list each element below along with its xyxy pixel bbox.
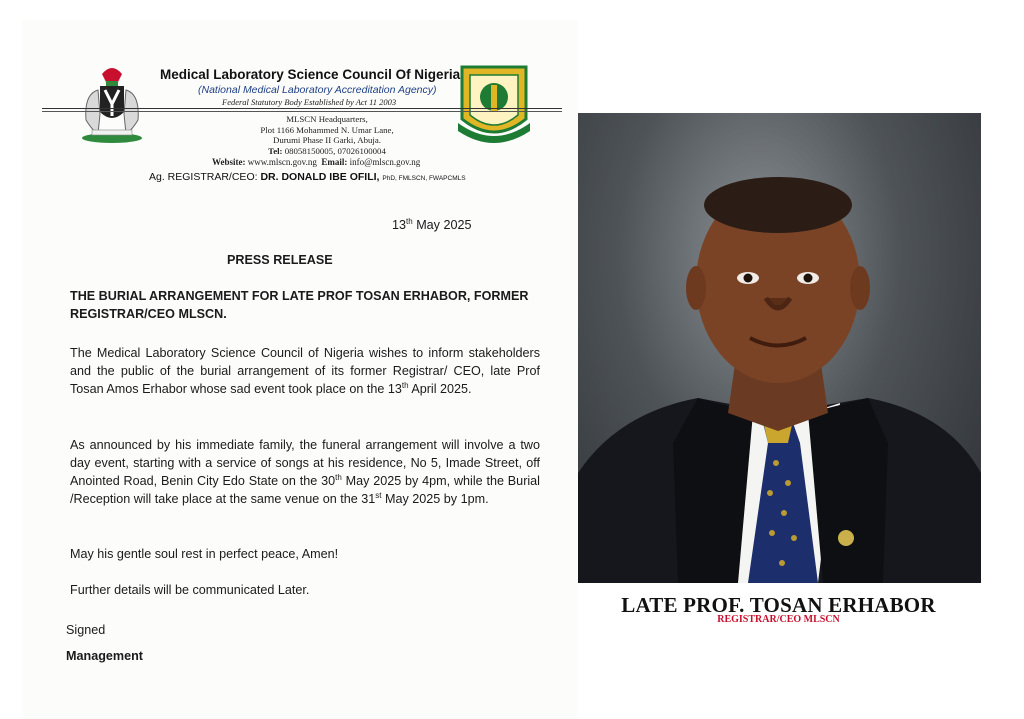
address-block (202, 114, 452, 156)
address-line: Durumi Phase II Garki, Abuja. (273, 135, 381, 146)
contact-line (212, 157, 420, 167)
telephone-numbers: 08058150005, 07026100004 (284, 145, 386, 156)
coat-of-arms-icon (72, 60, 152, 144)
agency-subtitle: (National Medical Laboratory Accreditation Agency) (198, 84, 437, 96)
paragraph-text: May 2025 by 4pm, while the Burial /Reception will take place at the same venue on the 31 (70, 474, 540, 506)
ordinal-suffix: th (401, 381, 409, 390)
paragraph-text: The Medical Laboratory Science Council of Nigeria wishes to inform stakeholders and the public of the burial arrangement of its former Registrar/ CEO, late Prof Tosan Amos Erhabor whose sad event took place on the 13 (70, 346, 540, 396)
paragraph-arrangement (70, 436, 540, 508)
date-suffix: th (406, 217, 413, 226)
ordinal-suffix: th (335, 473, 342, 482)
registrar-qualifications: PhD, FMLSCN, FWAPCMLS (382, 175, 466, 182)
address-line: MLSCN Headquarters, (286, 114, 368, 124)
paragraph-text: As announced by his immediate family, the funeral arrangement will involve a two day event, starting with a service of songs at his residence, No 5, Imade Street, off Anointed Road, Benin City Edo State on the 30 (70, 438, 540, 488)
letter-date (392, 216, 472, 234)
paragraph-condolence: May his gentle soul rest in perfect peace, Amen! (70, 547, 339, 561)
letterhead-rule-thin (42, 111, 562, 112)
date-month-year: May 2025 (416, 218, 472, 232)
email-link[interactable]: info@mlscn.gov.ng (349, 157, 421, 167)
paragraph-text: April 2025. (408, 382, 472, 396)
letterhead-rule (42, 108, 562, 109)
email-label: Email: (321, 157, 348, 167)
telephone-label: Tel: (268, 145, 283, 156)
website-label: Website: (212, 157, 246, 167)
statutory-line: Federal Statutory Body Established by Act 11 2003 (222, 97, 397, 107)
portrait-photo (578, 113, 981, 583)
registrar-name: DR. DONALD IBE OFILI, (260, 171, 380, 183)
portrait-caption-name: LATE PROF. TOSAN ERHABOR (621, 593, 936, 617)
telephone-line (202, 146, 452, 157)
portrait-illustration (578, 113, 981, 583)
date-day: 13 (392, 218, 407, 232)
press-release-heading: PRESS RELEASE (227, 253, 333, 267)
paragraph-intro (70, 344, 540, 398)
registrar-line (149, 171, 466, 183)
website-link[interactable]: www.mlscn.gov.ng (247, 157, 317, 167)
paragraph-further-details: Further details will be communicated Later. (70, 583, 310, 597)
letterhead (22, 20, 578, 210)
portrait-caption-role: REGISTRAR/CEO MLSCN (717, 614, 840, 625)
signatory: Management (66, 649, 143, 663)
signed-label: Signed (66, 623, 106, 637)
press-release-letter (22, 20, 578, 719)
registrar-label: Ag. REGISTRAR/CEO: (149, 171, 258, 183)
ordinal-suffix: st (375, 491, 382, 500)
council-name: Medical Laboratory Science Council Of Nigeria (160, 67, 461, 82)
subject-line: THE BURIAL ARRANGEMENT FOR LATE PROF TOSAN ERHABOR, FORMER REGISTRAR/CEO MLSCN. (70, 289, 529, 321)
address-line: Plot 1166 Mohammed N. Umar Lane, (260, 124, 394, 135)
paragraph-text: May 2025 by 1pm. (381, 492, 489, 506)
